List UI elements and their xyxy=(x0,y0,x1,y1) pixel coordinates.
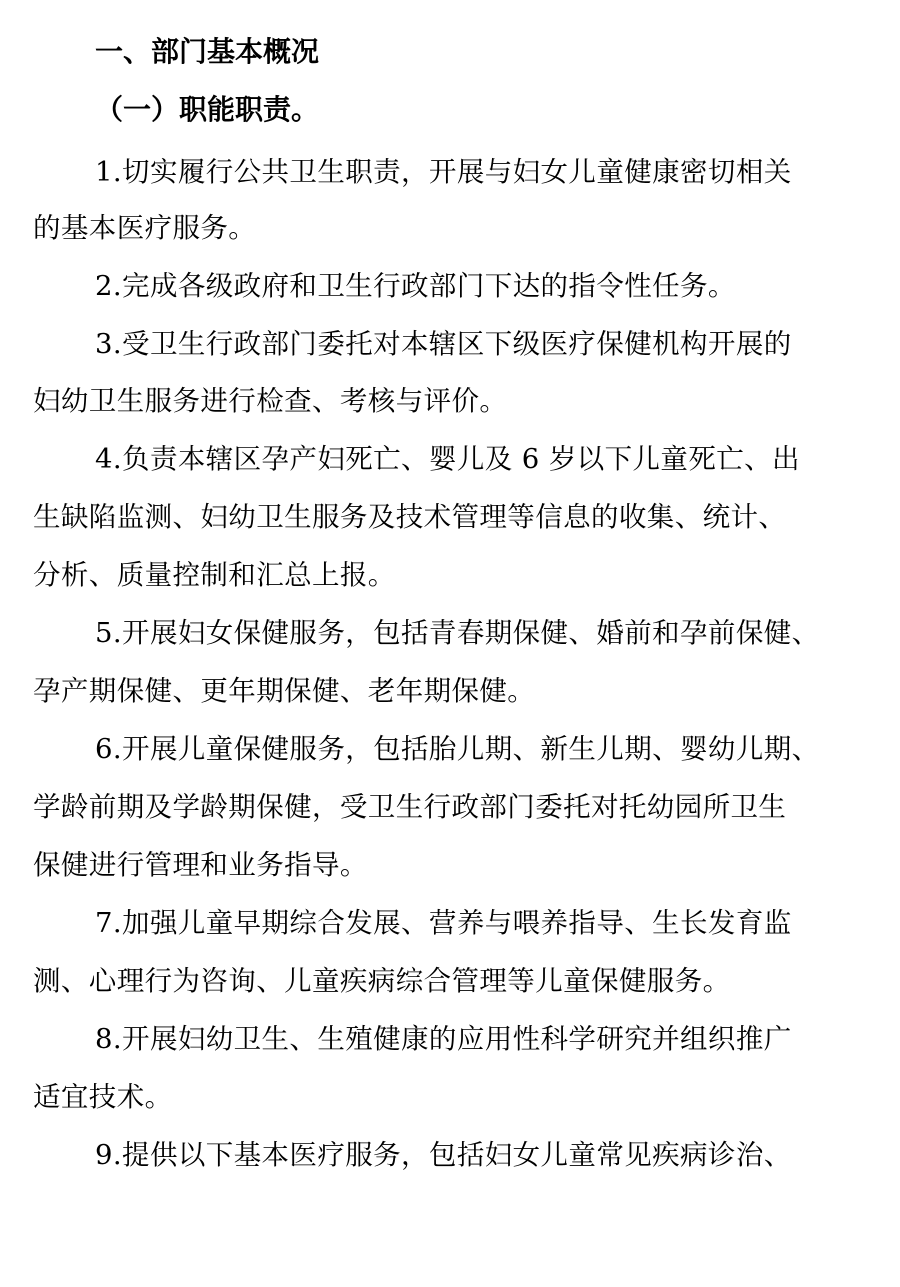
item-5-line-1: 5.开展妇女保健服务，包括青春期保健、婚前和孕前保健、 xyxy=(95,617,820,649)
item-5-line-2: 孕产期保健、更年期保健、老年期保健。 xyxy=(33,675,536,707)
section-title: 一、部门基本概况 xyxy=(95,35,320,68)
item-6-line-3: 保健进行管理和业务指导。 xyxy=(33,849,368,881)
item-8-line-2: 适宜技术。 xyxy=(33,1081,173,1113)
item-9-line-1: 9.提供以下基本医疗服务，包括妇女儿童常见疾病诊治、 xyxy=(95,1139,792,1171)
item-3-line-1: 3.受卫生行政部门委托对本辖区下级医疗保健机构开展的 xyxy=(95,328,792,360)
item-8-line-1: 8.开展妇幼卫生、生殖健康的应用性科学研究并组织推广 xyxy=(95,1023,792,1055)
item-7-line-2: 测、心理行为咨询、儿童疾病综合管理等儿童保健服务。 xyxy=(33,965,731,997)
item-1-line-2: 的基本医疗服务。 xyxy=(33,212,257,244)
item-1-line-1: 1.切实履行公共卫生职责，开展与妇女儿童健康密切相关 xyxy=(95,156,792,188)
item-4-line-1: 4.负责本辖区孕产妇死亡、婴儿及 6 岁以下儿童死亡、出 xyxy=(95,443,800,475)
section-subtitle: （一）职能职责。 xyxy=(95,93,320,126)
item-6-line-2: 学龄前期及学龄期保健，受卫生行政部门委托对托幼园所卫生 xyxy=(33,791,787,823)
item-4-line-2: 生缺陷监测、妇幼卫生服务及技术管理等信息的收集、统计、 xyxy=(33,501,787,533)
item-7-line-1: 7.加强儿童早期综合发展、营养与喂养指导、生长发育监 xyxy=(95,907,792,939)
item-6-line-1: 6.开展儿童保健服务，包括胎儿期、新生儿期、婴幼儿期、 xyxy=(95,733,820,765)
item-2-line-1: 2.完成各级政府和卫生行政部门下达的指令性任务。 xyxy=(95,270,736,302)
item-3-line-2: 妇幼卫生服务进行检查、考核与评价。 xyxy=(33,385,508,417)
item-4-line-3: 分析、质量控制和汇总上报。 xyxy=(33,559,396,591)
